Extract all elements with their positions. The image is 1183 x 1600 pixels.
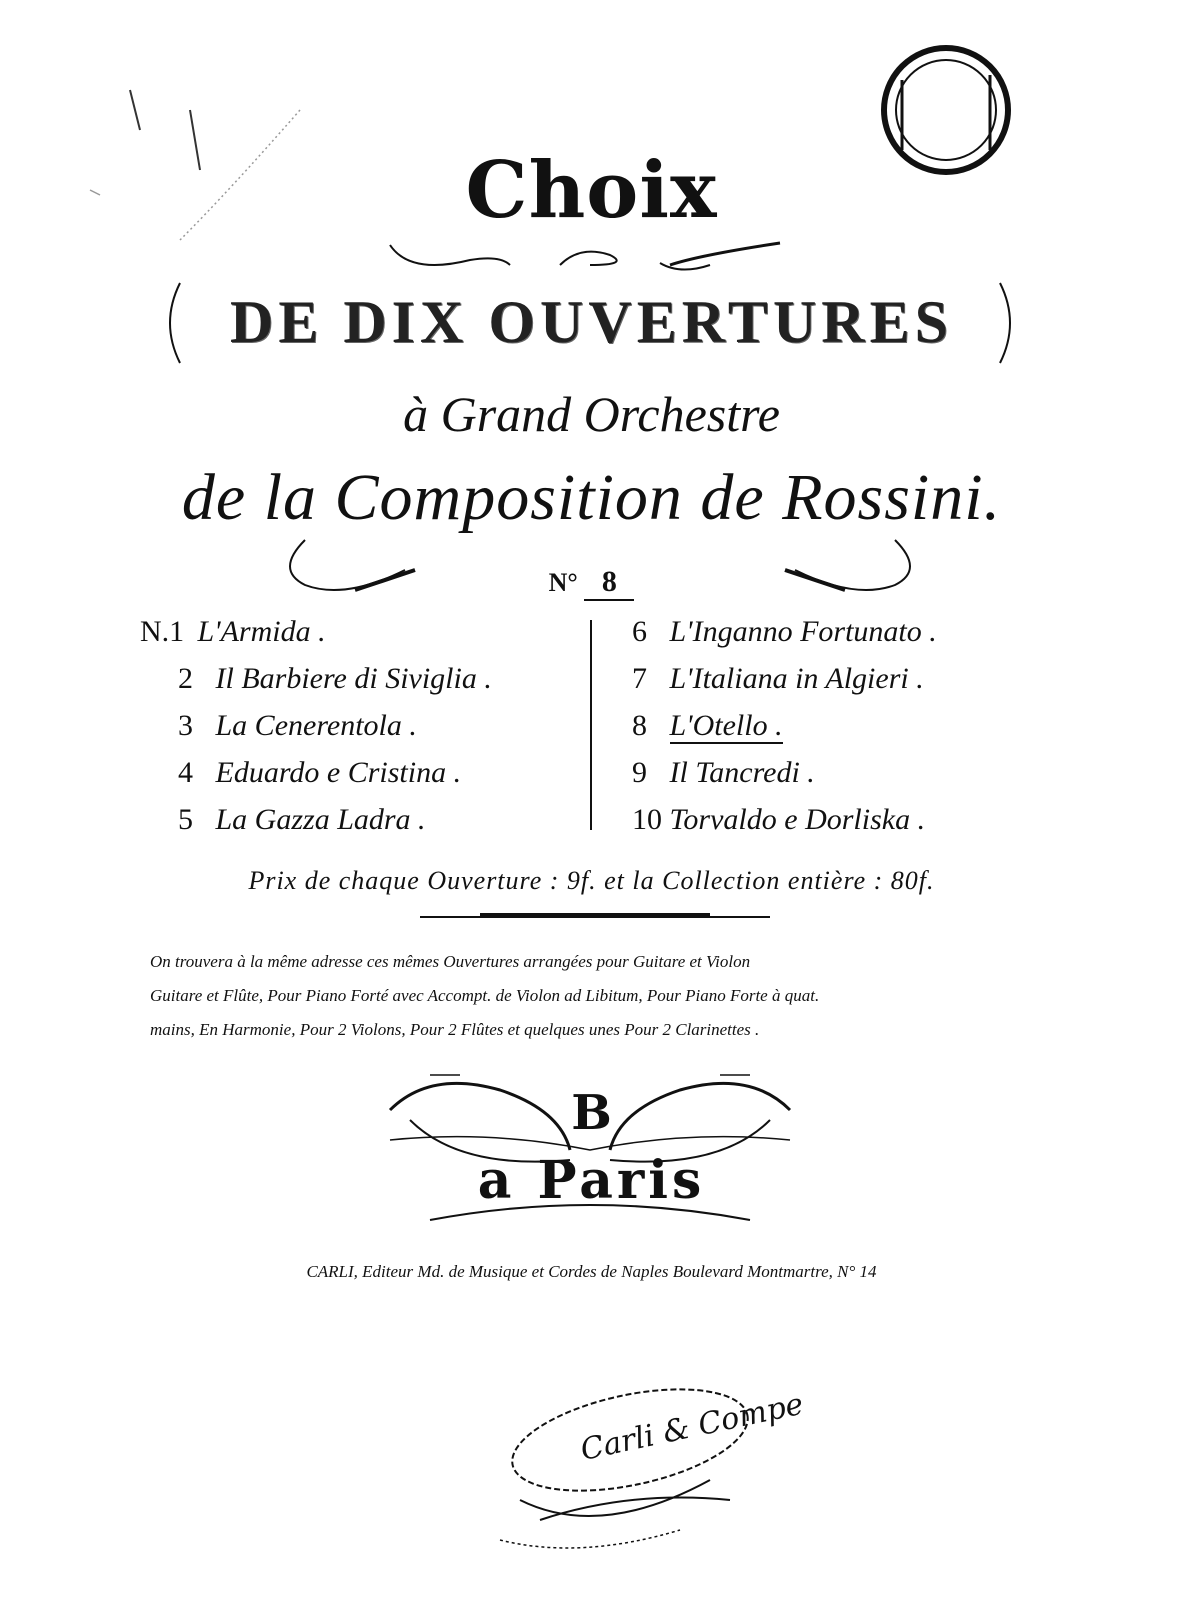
divider-rule-bold: [480, 913, 710, 917]
publisher-signature: [480, 1370, 807, 1570]
title-choix: Choix: [465, 145, 718, 236]
note-line-2: Guitare et Flûte, Pour Piano Forté avec Accompt. de Violon ad Libitum, Pour Piano Forte à quat.: [150, 986, 820, 1005]
subtitle-composer: de la Composition de Rossini.: [181, 461, 1002, 534]
list-item-highlighted: 8 L'Otello .: [632, 709, 783, 742]
column-divider: [590, 620, 592, 830]
place-paris: a Paris: [477, 1150, 706, 1211]
list-item: 2 Il Barbiere di Siviglia .: [178, 662, 492, 695]
list-item: N.1 L'Armida .: [140, 615, 326, 648]
overture-list-right: [632, 615, 1052, 835]
list-item: 6 L'Inganno Fortunato .: [632, 615, 937, 648]
overture-list-left: [140, 615, 580, 835]
main-title: DE DIX OUVERTURES: [230, 289, 953, 355]
list-item: 4 Eduardo e Cristina .: [178, 756, 462, 789]
list-item: 5 La Gazza Ladra .: [178, 803, 426, 836]
list-item: 7 L'Italiana in Algieri .: [632, 662, 924, 695]
signature-text: Carli & Compe: [577, 1386, 807, 1469]
subtitle-orchestra: à Grand Orchestre: [403, 386, 780, 442]
number-value: 8: [584, 565, 634, 601]
publisher-line: CARLI, Editeur Md. de Musique et Cordes de Naples Boulevard Montmartre, N° 14: [306, 1262, 877, 1281]
note-line-3: mains, En Harmonie, Pour 2 Violons, Pour 2 Flûtes et quelques unes Pour 2 Clarinettes .: [150, 1020, 760, 1039]
note-line-1: On trouvera à la même adresse ces mêmes Ouvertures arrangées pour Guitare et Violon: [150, 952, 751, 971]
volume-number: [0, 565, 1183, 601]
list-item: 10 Torvaldo e Dorliska .: [632, 803, 926, 836]
list-item: 3 La Cenerentola .: [178, 709, 417, 742]
monogram: B: [571, 1085, 612, 1141]
list-item: 9 Il Tancredi .: [632, 756, 815, 789]
number-label: N°: [548, 568, 578, 597]
price-line: Prix de chaque Ouverture : 9f. et la Collection entière : 80f.: [248, 866, 935, 895]
